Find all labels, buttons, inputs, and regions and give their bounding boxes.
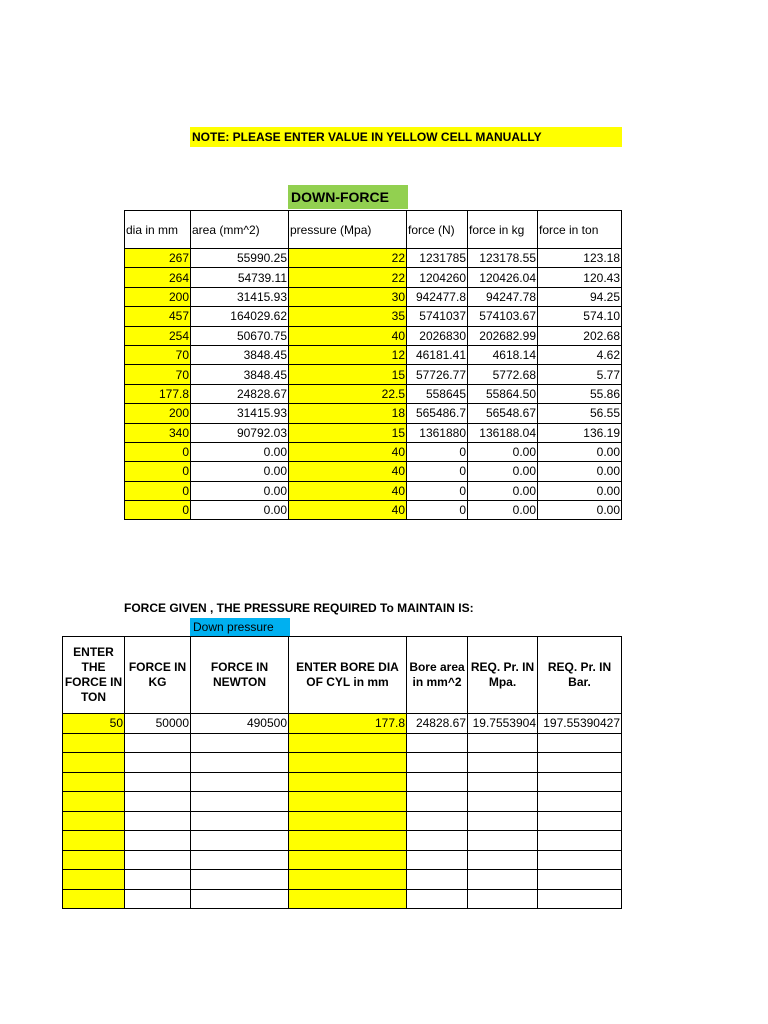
force-given-input-cell[interactable]: [289, 811, 407, 831]
down-force-cell: 94.25: [538, 287, 622, 306]
force-given-cell: [125, 753, 191, 773]
down-force-input-cell[interactable]: 0: [125, 501, 191, 520]
force-given-cell: [468, 733, 538, 753]
down-force-cell: 0.00: [538, 442, 622, 461]
force-given-cell: [191, 850, 289, 870]
down-force-cell: 2026830: [407, 326, 468, 345]
force-given-cell: 24828.67: [407, 714, 468, 734]
down-force-header-cell: force in ton: [538, 211, 622, 249]
force-given-cell: [407, 850, 468, 870]
down-force-input-cell[interactable]: 40: [289, 326, 407, 345]
down-force-input-cell[interactable]: 22.5: [289, 384, 407, 403]
table-row: [63, 811, 622, 831]
down-force-header-cell: force in kg: [468, 211, 538, 249]
force-given-cell: [407, 792, 468, 812]
force-given-input-cell[interactable]: [289, 733, 407, 753]
force-given-cell: [468, 792, 538, 812]
force-given-cell: [191, 870, 289, 890]
force-given-input-cell[interactable]: [289, 850, 407, 870]
force-given-cell: [538, 870, 622, 890]
table-row: [125, 345, 622, 364]
down-force-cell: 1231785: [407, 249, 468, 268]
down-force-cell: 0: [407, 462, 468, 481]
force-given-cell: [538, 753, 622, 773]
down-force-input-cell[interactable]: 0: [125, 462, 191, 481]
table-row: [125, 481, 622, 500]
force-given-cell: [538, 733, 622, 753]
down-force-cell: 3848.45: [191, 345, 289, 364]
down-force-cell: 120426.04: [468, 268, 538, 287]
down-force-header-cell: dia in mm: [125, 211, 191, 249]
force-given-input-cell[interactable]: [63, 733, 125, 753]
table-row: [125, 462, 622, 481]
table-row: [125, 287, 622, 306]
force-given-header-cell: ENTER THE FORCE IN TON: [63, 637, 125, 714]
down-force-cell: 54739.11: [191, 268, 289, 287]
down-force-cell: 31415.93: [191, 287, 289, 306]
force-given-cell: [538, 889, 622, 909]
table-row: [63, 733, 622, 753]
force-given-cell: [407, 831, 468, 851]
force-given-cell: [191, 889, 289, 909]
force-given-header-cell: REQ. Pr. IN Bar.: [538, 637, 622, 714]
down-force-input-cell[interactable]: 22: [289, 249, 407, 268]
table-row: [125, 423, 622, 442]
down-force-input-cell[interactable]: 200: [125, 404, 191, 423]
force-given-cell: [125, 792, 191, 812]
force-given-cell: [191, 733, 289, 753]
down-force-cell: 4.62: [538, 345, 622, 364]
down-force-input-cell[interactable]: 40: [289, 501, 407, 520]
force-given-input-cell[interactable]: [63, 831, 125, 851]
down-force-cell: 94247.78: [468, 287, 538, 306]
force-given-input-cell[interactable]: [289, 772, 407, 792]
table-row: [125, 307, 622, 326]
down-force-header-cell: pressure (Mpa): [289, 211, 407, 249]
table-row: [125, 365, 622, 384]
down-force-input-cell[interactable]: 30: [289, 287, 407, 306]
force-given-cell: [125, 870, 191, 890]
down-force-cell: 0.00: [191, 481, 289, 500]
force-given-cell: [407, 733, 468, 753]
force-given-title: FORCE GIVEN , THE PRESSURE REQUIRED To MAINTAIN IS:: [124, 601, 474, 615]
force-given-cell: 50000: [125, 714, 191, 734]
force-given-input-cell[interactable]: [289, 753, 407, 773]
down-force-cell: 202682.99: [468, 326, 538, 345]
force-given-input-cell[interactable]: [63, 753, 125, 773]
force-given-cell: [538, 850, 622, 870]
down-force-cell: 0.00: [191, 501, 289, 520]
down-force-cell: 57726.77: [407, 365, 468, 384]
down-force-input-cell[interactable]: 457: [125, 307, 191, 326]
down-force-cell: 0.00: [191, 442, 289, 461]
down-force-cell: 120.43: [538, 268, 622, 287]
table-row: [63, 792, 622, 812]
down-force-cell: 123178.55: [468, 249, 538, 268]
force-given-input-cell[interactable]: 50: [63, 714, 125, 734]
down-force-cell: 574103.67: [468, 307, 538, 326]
force-given-input-cell[interactable]: [289, 889, 407, 909]
force-given-cell: [125, 889, 191, 909]
table-row: [125, 501, 622, 520]
force-given-cell: [468, 870, 538, 890]
force-given-cell: [468, 772, 538, 792]
down-force-cell: 56.55: [538, 404, 622, 423]
down-force-cell: 31415.93: [191, 404, 289, 423]
down-force-cell: 123.18: [538, 249, 622, 268]
force-given-cell: [191, 753, 289, 773]
force-given-cell: [538, 792, 622, 812]
down-force-cell: 0.00: [538, 481, 622, 500]
down-force-input-cell[interactable]: 254: [125, 326, 191, 345]
down-force-input-cell[interactable]: 70: [125, 345, 191, 364]
down-force-cell: 5772.68: [468, 365, 538, 384]
down-force-cell: 942477.8: [407, 287, 468, 306]
table-row: [63, 889, 622, 909]
down-force-cell: 50670.75: [191, 326, 289, 345]
force-given-cell: 197.55390427: [538, 714, 622, 734]
down-force-cell: 0.00: [468, 462, 538, 481]
down-force-input-cell[interactable]: 40: [289, 462, 407, 481]
force-given-cell: [125, 811, 191, 831]
force-given-header-cell: Bore area in mm^2: [407, 637, 468, 714]
down-force-cell: 5.77: [538, 365, 622, 384]
down-force-title: DOWN-FORCE: [288, 185, 408, 209]
force-given-header-cell: FORCE IN NEWTON: [191, 637, 289, 714]
force-given-input-cell[interactable]: [63, 870, 125, 890]
force-given-header-row: [63, 637, 622, 714]
down-force-cell: 0: [407, 442, 468, 461]
down-force-input-cell[interactable]: 35: [289, 307, 407, 326]
down-force-cell: 46181.41: [407, 345, 468, 364]
down-force-cell: 55990.25: [191, 249, 289, 268]
down-force-cell: 0.00: [468, 501, 538, 520]
force-given-cell: [468, 850, 538, 870]
down-force-cell: 164029.62: [191, 307, 289, 326]
down-force-input-cell[interactable]: 22: [289, 268, 407, 287]
table-row: [63, 850, 622, 870]
down-force-cell: 0.00: [538, 501, 622, 520]
note-banner: NOTE: PLEASE ENTER VALUE IN YELLOW CELL MANUALLY: [190, 127, 622, 147]
down-force-input-cell[interactable]: 177.8: [125, 384, 191, 403]
force-given-cell: 490500: [191, 714, 289, 734]
table-row: [125, 384, 622, 403]
table-row: [125, 249, 622, 268]
force-given-cell: [125, 850, 191, 870]
down-force-cell: 1204260: [407, 268, 468, 287]
down-force-cell: 56548.67: [468, 404, 538, 423]
down-force-cell: 24828.67: [191, 384, 289, 403]
down-force-input-cell[interactable]: 200: [125, 287, 191, 306]
force-given-input-cell[interactable]: 177.8: [289, 714, 407, 734]
force-given-cell: [468, 831, 538, 851]
force-given-cell: [468, 811, 538, 831]
down-force-input-cell[interactable]: 15: [289, 423, 407, 442]
force-given-input-cell[interactable]: [63, 889, 125, 909]
force-given-cell: [191, 811, 289, 831]
down-force-header-cell: area (mm^2): [191, 211, 289, 249]
down-force-input-cell[interactable]: 40: [289, 481, 407, 500]
force-given-cell: [468, 889, 538, 909]
force-given-header-cell: FORCE IN KG: [125, 637, 191, 714]
down-force-input-cell[interactable]: 267: [125, 249, 191, 268]
down-force-cell: 565486.7: [407, 404, 468, 423]
down-force-cell: 574.10: [538, 307, 622, 326]
down-force-cell: 0.00: [468, 442, 538, 461]
down-force-cell: 136.19: [538, 423, 622, 442]
force-given-input-cell[interactable]: [63, 772, 125, 792]
down-force-cell: 136188.04: [468, 423, 538, 442]
down-force-header-cell: force (N): [407, 211, 468, 249]
down-force-input-cell[interactable]: 70: [125, 365, 191, 384]
force-given-cell: [538, 811, 622, 831]
force-given-cell: [407, 811, 468, 831]
down-force-input-cell[interactable]: 0: [125, 442, 191, 461]
down-force-cell: 55.86: [538, 384, 622, 403]
force-given-input-cell[interactable]: [289, 870, 407, 890]
table-row: [125, 442, 622, 461]
down-force-cell: 0.00: [538, 462, 622, 481]
down-force-input-cell[interactable]: 40: [289, 442, 407, 461]
force-given-header-cell: ENTER BORE DIA OF CYL in mm: [289, 637, 407, 714]
down-force-input-cell[interactable]: 15: [289, 365, 407, 384]
force-given-input-cell[interactable]: [63, 850, 125, 870]
down-force-cell: 3848.45: [191, 365, 289, 384]
down-force-cell: 0: [407, 501, 468, 520]
force-given-input-cell[interactable]: [289, 831, 407, 851]
down-force-cell: 5741037: [407, 307, 468, 326]
down-force-cell: 0.00: [468, 481, 538, 500]
table-row: [63, 870, 622, 890]
down-force-cell: 55864.50: [468, 384, 538, 403]
table-row: [125, 268, 622, 287]
down-force-input-cell[interactable]: 12: [289, 345, 407, 364]
down-force-cell: 1361880: [407, 423, 468, 442]
down-force-cell: 0: [407, 481, 468, 500]
down-force-input-cell[interactable]: 18: [289, 404, 407, 423]
table-row: [63, 753, 622, 773]
force-given-cell: [468, 753, 538, 773]
force-given-cell: [538, 772, 622, 792]
force-given-table: [62, 636, 622, 909]
down-force-cell: 0.00: [191, 462, 289, 481]
down-force-cell: 558645: [407, 384, 468, 403]
force-given-cell: [125, 831, 191, 851]
down-force-header-row: [125, 211, 622, 249]
force-given-input-cell[interactable]: [63, 811, 125, 831]
down-force-cell: 4618.14: [468, 345, 538, 364]
force-given-cell: [191, 792, 289, 812]
force-given-cell: [407, 889, 468, 909]
table-row: [63, 714, 622, 734]
force-given-cell: [125, 772, 191, 792]
force-given-input-cell[interactable]: [63, 792, 125, 812]
force-given-cell: [538, 831, 622, 851]
force-given-cell: [125, 733, 191, 753]
force-given-cell: 19.7553904: [468, 714, 538, 734]
table-row: [63, 772, 622, 792]
down-force-cell: 202.68: [538, 326, 622, 345]
force-given-cell: [407, 772, 468, 792]
table-row: [125, 404, 622, 423]
down-force-input-cell[interactable]: 264: [125, 268, 191, 287]
down-force-cell: 90792.03: [191, 423, 289, 442]
force-given-cell: [191, 831, 289, 851]
force-given-header-cell: REQ. Pr. IN Mpa.: [468, 637, 538, 714]
down-force-input-cell[interactable]: 340: [125, 423, 191, 442]
force-given-cell: [407, 870, 468, 890]
table-row: [63, 831, 622, 851]
down-pressure-title: Down pressure: [190, 618, 290, 637]
force-given-cell: [191, 772, 289, 792]
table-row: [125, 326, 622, 345]
down-force-input-cell[interactable]: 0: [125, 481, 191, 500]
force-given-input-cell[interactable]: [289, 792, 407, 812]
force-given-cell: [407, 753, 468, 773]
down-force-table: [124, 210, 622, 520]
